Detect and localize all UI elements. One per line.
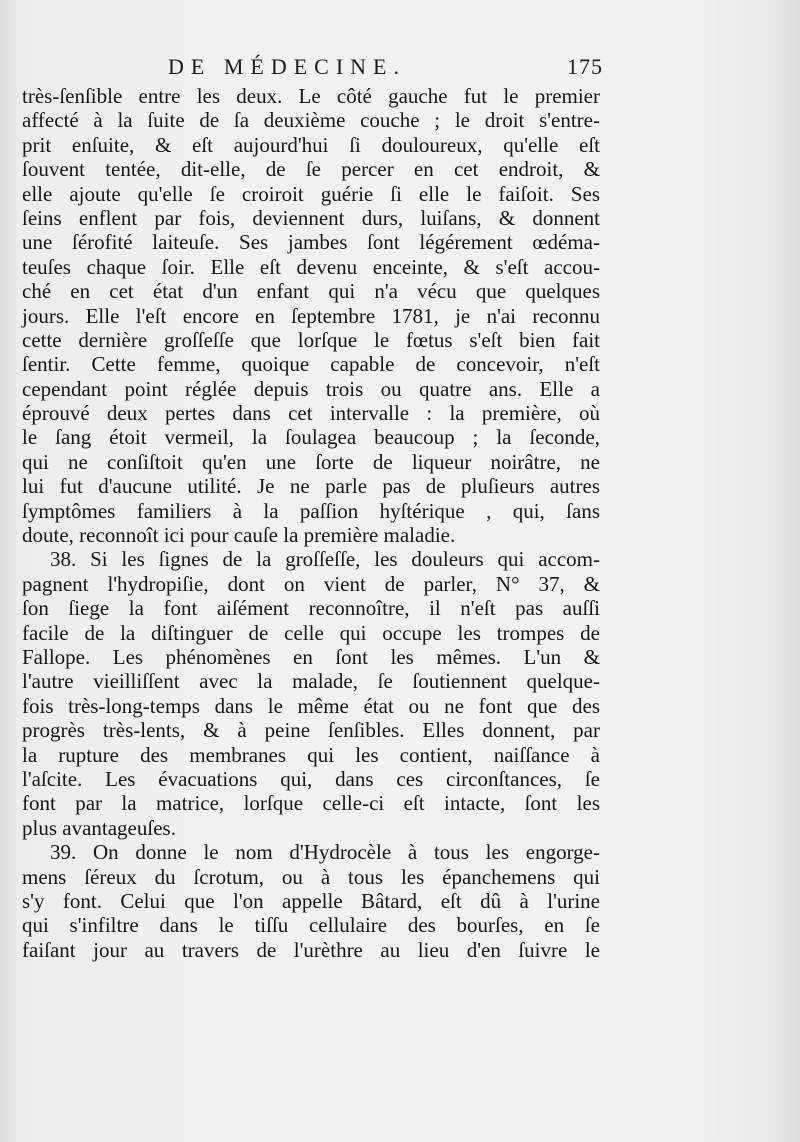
text-line: ſouvent tentée, dit-elle, de ſe percer en cet endroit, &: [22, 157, 600, 182]
paragraph-36-continuation: [22, 84, 600, 547]
text-line: éprouvé deux pertes dans cet intervalle : la première, où: [22, 401, 600, 426]
text-line: teuſes chaque ſoir. Elle eſt devenu enceinte, & s'eſt accou-: [22, 254, 600, 279]
text-line: l'autre vieilliſſent avec la malade, ſe ſoutiennent quelque-: [22, 669, 600, 694]
text-line: ſymptômes familiers à la paſſion hyſtérique , qui, ſans: [22, 498, 600, 523]
text-line: pagnent l'hydropiſie, dont on vient de parler, N° 37, &: [22, 571, 600, 596]
text-line: le ſang étoit vermeil, la ſoulagea beaucoup ; la ſeconde,: [22, 425, 600, 450]
text-line: ſentir. Cette femme, quoique capable de concevoir, n'eſt: [22, 352, 600, 377]
paragraph-38: [22, 547, 600, 840]
text-line: progrès très-lents, & à peine ſenſibles. Elles donnent, par: [22, 718, 600, 743]
text-line: s'y font. Celui que l'on appelle Bâtard, eſt dû à l'urine: [22, 888, 600, 913]
text-line: 39. On donne le nom d'Hydrocèle à tous les engorge-: [50, 840, 600, 865]
text-line: jours. Elle l'eſt encore en ſeptembre 1781, je n'ai reconnu: [22, 303, 600, 328]
text-line: qui ne conſiſtoit qu'en une ſorte de liqueur noirâtre, ne: [22, 449, 600, 474]
text-line: ſon ſiege la font aiſément reconnoître, il n'eſt pas auſſi: [22, 596, 600, 621]
page-number: 175: [567, 54, 603, 79]
text-line: fois très-long-temps dans le même état ou ne font que des: [22, 693, 600, 718]
text-line: qui s'infiltre dans le tiſſu cellulaire des bourſes, en ſe: [22, 913, 600, 938]
text-line: cette dernière groſſeſſe que lorſque le fœtus s'eſt bien fait: [22, 327, 600, 352]
text-line: mens ſéreux du ſcrotum, ou à tous les épanchemens qui: [22, 864, 600, 889]
running-title: DE MÉDECINE.: [168, 54, 406, 79]
text-line: très-ſenſible entre les deux. Le côté gauche fut le premier: [22, 84, 600, 108]
text-line: ſeins enflent par fois, deviennent durs, luiſans, & donnent: [22, 205, 600, 230]
text-line: doute, reconnoît ici pour cauſe la première maladie.: [22, 523, 456, 548]
text-line: une ſérofité laiteuſe. Ses jambes ſont légérement œdéma-: [22, 230, 600, 255]
text-line: Fallope. Les phénomènes en ſont les mêmes. L'un &: [22, 644, 600, 669]
text-line: 38. Si les ſignes de la groſſeſſe, les douleurs qui accom-: [50, 547, 600, 572]
text-line: cependant point réglée depuis trois ou quatre ans. Elle a: [22, 376, 600, 401]
text-line: prit enſuite, & eſt aujourd'hui ſi douloureux, qu'elle eſt: [22, 132, 600, 157]
text-line: faiſant jour au travers de l'urèthre au lieu d'en ſuivre le: [22, 937, 600, 962]
text-line: affecté à la ſuite de ſa deuxième couche ; le droit s'entre-: [22, 108, 600, 133]
body-text: [22, 84, 600, 962]
text-line: la rupture des membranes qui les contient, naiſſance à: [22, 742, 600, 767]
text-line: facile de la diſtinguer de celle qui occupe les trompes de: [22, 620, 600, 645]
text-line: lui fut d'aucune utilité. Je ne parle pas de pluſieurs autres: [22, 474, 600, 499]
text-line: elle ajoute qu'elle ſe croiroit guérie ſi elle le faiſoit. Ses: [22, 181, 600, 206]
text-line: font par la matrice, lorſque celle-ci eſt intacte, ſont les: [22, 791, 600, 816]
text-line: l'aſcite. Les évacuations qui, dans ces circonſtances, ſe: [22, 766, 600, 791]
text-line: ché en cet état d'un enfant qui n'a vécu que quelques: [22, 279, 600, 304]
paragraph-39: [22, 840, 600, 962]
text-line: plus avantageuſes.: [22, 815, 176, 840]
